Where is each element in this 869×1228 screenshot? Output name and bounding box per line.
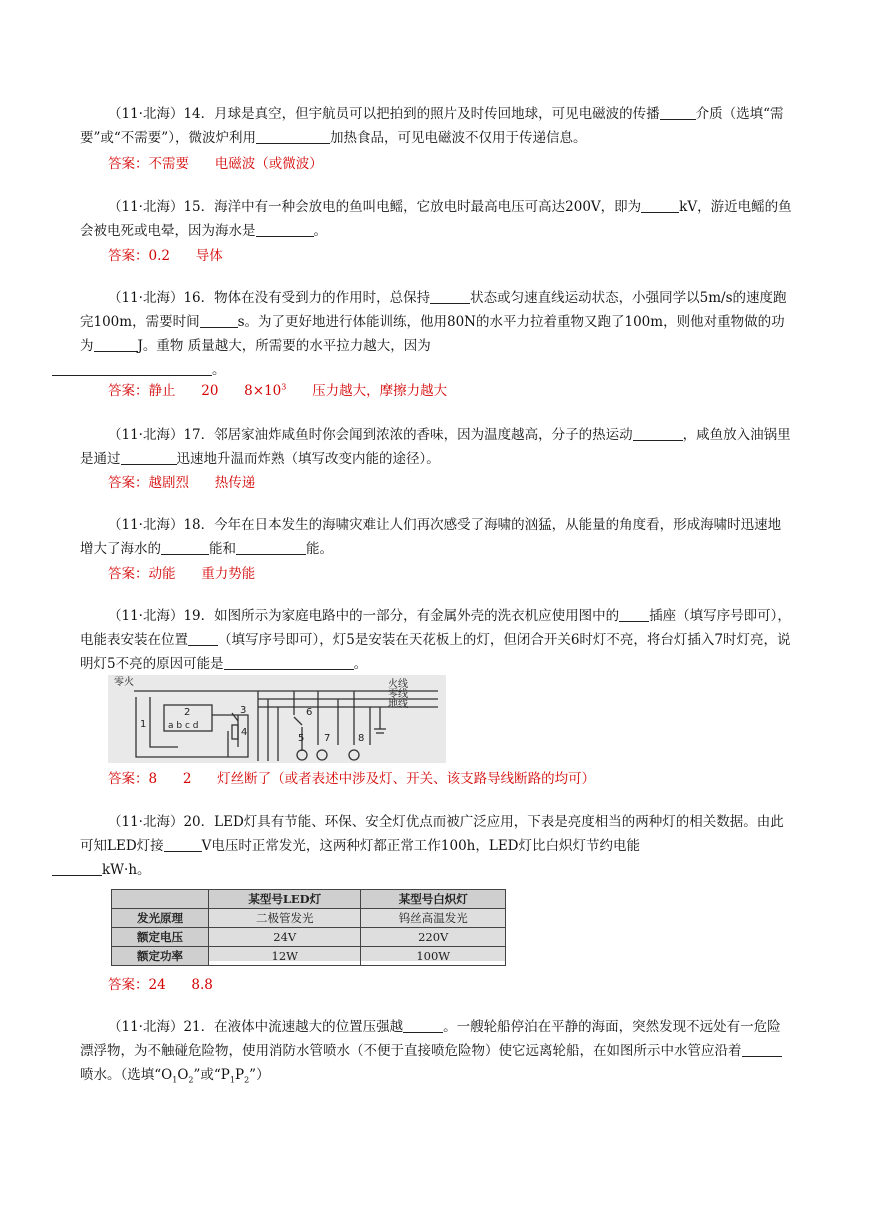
answer-text: 答案：静止 20 8×10 — [108, 383, 282, 399]
socket-7 — [317, 750, 327, 760]
socket-8 — [349, 750, 359, 760]
label-abcd: a b c d — [168, 721, 199, 731]
question-text: （11·北海）20．LED灯具有节能、环保、安全灯优点而被广泛应用，下表是亮度相当的两种灯的相关数据。由此可知LED灯接 — [80, 814, 784, 854]
table-cell: 12W — [209, 947, 361, 966]
switch-6 — [294, 717, 302, 725]
answer-18: 答案：动能 重力势能 — [108, 566, 256, 582]
label-neutral-wire: 零线 — [388, 689, 408, 700]
label-live-wire: 火线 — [388, 679, 408, 690]
question-text: 能。 — [306, 541, 333, 557]
table-row — [112, 928, 506, 947]
answer-blank — [633, 425, 683, 441]
table-row — [112, 947, 506, 966]
question-18 — [80, 513, 792, 561]
question-16 — [80, 286, 792, 382]
answer-blank — [641, 197, 679, 213]
answer-blank — [52, 860, 102, 876]
table-cell: 二极管发光 — [209, 909, 361, 928]
question-15 — [80, 195, 792, 243]
answer-blank — [121, 449, 177, 465]
question-text: ，咸鱼放入油锅里是通过 — [80, 427, 791, 467]
question-text: ”或“P — [193, 1067, 230, 1083]
question-text: （11·北海）17．邻居家油炸咸鱼时你会闻到浓浓的香味，因为温度越高，分子的热运动 — [108, 427, 633, 443]
question-text: P — [234, 1067, 245, 1083]
answer-blank — [256, 128, 330, 144]
question-text: s。为了更好地进行体能训练，他用80N的水平力拉着重物又跑了100m，则他对重物做的功为 — [80, 314, 785, 354]
subscript: 2 — [244, 1075, 250, 1085]
answer-blank — [164, 836, 202, 852]
table-cell: 额定电压 — [112, 928, 209, 947]
answer-blank — [660, 104, 696, 120]
label-8: 8 — [358, 733, 365, 744]
question-text: 介质（选填“需要”或“不需要”），微波炉利用 — [80, 106, 784, 146]
question-text: 。 — [212, 362, 226, 378]
answer-blank — [224, 654, 354, 670]
question-text: 。 — [313, 223, 327, 239]
answer-text: 压力越大，摩擦力越大 — [286, 383, 448, 399]
label-5: 5 — [298, 733, 305, 744]
label-live-neutral: 零火 — [114, 677, 134, 688]
label-7: 7 — [324, 733, 331, 744]
table-cell — [112, 890, 209, 909]
question-text: （11·北海）15．海洋中有一种会放电的鱼叫电鳐，它放电时最高电压可高达200V，即为 — [108, 199, 642, 215]
answer-blank — [188, 630, 218, 646]
question-text: ”） — [249, 1067, 270, 1083]
question-text: kV，游近电鳐的鱼会被电死或电晕，因为海水是 — [80, 199, 792, 239]
answer-blank — [52, 360, 212, 376]
answer-blank — [94, 336, 138, 352]
household-circuit-diagram — [108, 675, 446, 763]
answer-14: 答案：不需要 电磁波（或微波） — [108, 156, 323, 172]
question-text: （填写序号即可），灯5是安装在天花板上的灯，但闭合开关6时灯不亮，将台灯插入7时灯亮，说明灯5不亮的原因可能是 — [80, 632, 791, 672]
question-text: （11·北海）16．物体在没有受到力的作用时，总保持 — [108, 290, 431, 306]
question-text: J。重物 质量越大，所需要的水平拉力越大，因为 — [137, 338, 431, 354]
fuse-4 — [232, 725, 238, 739]
question-17 — [80, 423, 792, 471]
label-3: 3 — [240, 705, 247, 716]
question-text: （11·北海）19．如图所示为家庭电路中的一部分，有金属外壳的洗衣机应使用图中的 — [108, 608, 620, 624]
answer-20: 答案：24 8.8 — [108, 977, 213, 993]
switch-3 — [232, 713, 238, 721]
label-4: 4 — [241, 727, 248, 738]
answer-19: 答案：8 2 灯丝断了（或者表述中涉及灯、开关、该支路导线断路的均可） — [108, 771, 596, 787]
table-cell: 某型号LED灯 — [209, 890, 361, 909]
table-cell: 钨丝高温发光 — [361, 909, 506, 928]
question-text: 加热食品，可见电磁波不仅用于传递信息。 — [329, 130, 587, 146]
question-20 — [80, 810, 792, 882]
question-text: 能和 — [209, 541, 236, 557]
answer-blank — [619, 606, 649, 622]
table-cell: 24V — [209, 928, 361, 947]
answer-blank — [236, 539, 306, 555]
answer-15: 答案：0.2 导体 — [108, 248, 223, 264]
table-cell: 发光原理 — [112, 909, 209, 928]
label-1: 1 — [140, 719, 147, 730]
answer-blank — [742, 1041, 782, 1057]
answer-blank — [161, 539, 209, 555]
question-text: 插座（填写序号即可），电能表安装在位置 — [80, 608, 791, 648]
question-19 — [80, 604, 792, 676]
question-text: 状态或匀速直线运动状态，小强同学以5m/s的速度跑完100m，需要时间 — [80, 290, 787, 330]
question-14 — [80, 102, 792, 150]
table-row — [112, 909, 506, 928]
question-text: （11·北海）21．在液体中流速越大的位置压强越 — [108, 1019, 404, 1035]
answer-blank — [256, 221, 314, 237]
question-text: kW·h。 — [102, 862, 151, 878]
led-comparison-table — [111, 889, 506, 961]
subscript: 1 — [172, 1075, 178, 1085]
table-cell: 220V — [361, 928, 506, 947]
question-text: O — [177, 1067, 189, 1083]
subscript: 1 — [229, 1075, 235, 1085]
question-text: 。 — [353, 656, 368, 672]
question-text: （11·北海）14．月球是真空，但宇航员可以把拍到的照片及时传回地球，可见电磁波的传播 — [108, 106, 660, 122]
table-header-row — [112, 890, 506, 909]
circuit-svg — [108, 675, 446, 763]
answer-16 — [108, 379, 447, 399]
lamp-5 — [297, 750, 307, 760]
question-text: 喷水。（选填“O — [80, 1067, 173, 1083]
question-text: V电压时正常发光，这两种灯都正常工作100h，LED灯比白炽灯节约电能 — [201, 838, 641, 854]
table-cell: 100W — [361, 947, 506, 966]
label-2: 2 — [184, 707, 191, 718]
answer-blank — [403, 1017, 443, 1033]
question-text: （11·北海）18．今年在日本发生的海啸灾难让人们再次感受了海啸的汹猛，从能量的角度看，形成海啸时迅速地增大了海水的 — [80, 517, 782, 557]
answer-17: 答案：越剧烈 热传递 — [108, 475, 256, 491]
question-text: 。一艘轮船停泊在平静的海面，突然发现不远处有一危险漂浮物，为不触碰危险物，使用消防水管喷水（不便于直接喷危险物）使它远离轮船，在如图所示中水管应沿着 — [80, 1019, 781, 1059]
table-cell: 某型号白炽灯 — [361, 890, 506, 909]
question-text: 迅速地升温而炸熟（填写改变内能的途径）。 — [176, 451, 440, 467]
answer-blank — [200, 312, 238, 328]
label-ground-wire: 地线 — [388, 699, 408, 710]
question-21 — [80, 1015, 792, 1093]
table-cell: 额定功率 — [112, 947, 209, 966]
superscript: 3 — [281, 382, 287, 392]
subscript: 2 — [188, 1075, 194, 1085]
answer-blank — [430, 288, 470, 304]
label-6: 6 — [306, 707, 313, 718]
